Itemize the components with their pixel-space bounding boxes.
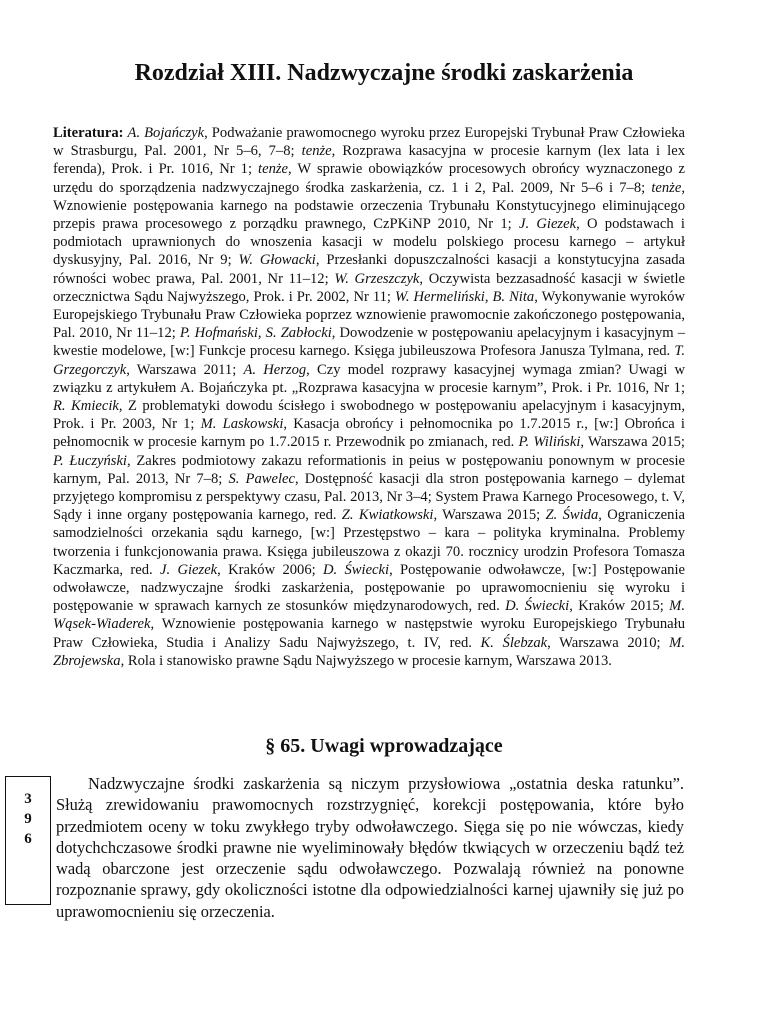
reference-text: , Z problematyki dowodu ścisłego i swobodnego w postępowaniu apelacyjnym i kasacyjnym, Prok. i Pr. 2003, Nr 1;	[53, 398, 686, 433]
margin-number-box	[5, 776, 51, 905]
reference-text: , Kraków 2006;	[217, 561, 323, 578]
margin-digit: 3	[24, 791, 32, 807]
author-name: P. Hofmański	[179, 325, 258, 342]
author-name: D. Świecki	[323, 561, 390, 578]
reference-text: , Warszawa 2010;	[547, 634, 670, 651]
author-name: W. Głowacki	[238, 252, 316, 269]
author-name: M. Wąsek-Wiaderek	[53, 598, 685, 633]
reference-text: , Kasacja obrońcy i pełnomocnika po 1.7.2015 r., [w:] Obrońca i pełnomocnik w procesie karnym po 1.7.2015 r. Przewodnik po zmianach, red.	[53, 416, 685, 451]
reference-text: , W sprawie obowiązków procesowych obrońcy wyznaczonego z urzędu do sporządzenia nadzwyczajnego środka zaskarżenia, cz. 1 i 2, Pal. 2009, Nr 5–6 i 7–8;	[53, 161, 685, 196]
reference-text: , Kraków 2015;	[569, 598, 670, 615]
author-name: J. Giezek	[160, 561, 218, 578]
literature-references	[53, 125, 685, 669]
author-name: S. Zabłocki	[265, 325, 332, 342]
reference-text: , Dostępność kasacji dla stron postępowania karnego – dylemat przyjętego kompromisu z perspektywy czasu, Pal. 2013, Nr 3–4; System Prawa Karnego Procesowego, t. V, Sądy i inne organy postępowania karnego, red.	[53, 470, 685, 524]
author-name: tenże	[301, 143, 332, 160]
reference-text: , Wznowienie postępowania karnego na podstawie orzeczenia Trybunału Konstytucyjnego eliminującego przepis prawa procesowego z porządku prawnego, CzPKiNP 2010, Nr 1;	[53, 179, 685, 233]
author-name: K. Ślebzak	[480, 634, 548, 651]
author-name: S. Pawelec	[228, 470, 295, 487]
author-name: A. Herzog	[243, 361, 307, 378]
reference-text: , Wznowienie postępowania karnego w następstwie wyroku Europejskiego Trybunału Praw Człowieka, Studia i Analizy Sadu Najwyższego, t. IV, red.	[53, 616, 685, 651]
chapter-title: Rozdział XIII. Nadzwyczajne środki zaskarżenia	[134, 60, 634, 86]
reference-text: , Zakres podmiotowy zakazu reformationis in peius w postępowaniu ponownym w procesie karnym, Pal. 2013, Nr 7–8;	[53, 452, 685, 487]
author-name: B. Nita	[492, 288, 535, 305]
author-name: A. Bojańczyk	[127, 125, 205, 141]
reference-text: , Podważanie prawomocnego wyroku przez Europejski Trybunał Praw Człowieka w Strasburgu, Pal. 2001, Nr 5–6, 7–8;	[53, 125, 685, 160]
reference-text: , O podstawach i podmiotach uprawnionych do wnoszenia kasacji w modelu polskiego procesu karnego – artykuł dyskusyjny, Pal. 2016, Nr 9;	[53, 216, 685, 269]
author-name: T. Grzegorczyk	[53, 343, 685, 378]
reference-text: , Warszawa 2015;	[580, 434, 685, 451]
reference-text: , Wykonywanie wyroków Europejskiego Trybunału Praw Człowieka poprzez wznowienie prawomocnie zakończonego postępowania, Pal. 2010, Nr 11–12;	[53, 288, 685, 342]
reference-text: , Ograniczenia samodzielności orzekania sądu karnego, [w:] Przestępstwo – kara – polityka kryminalna. Problemy tworzenia i funkcjonowania prawa. Księga jubileuszowa z okazji 70. rocznicy urodzin Profesora Tomasza Kaczmarka, red.	[53, 507, 685, 578]
author-name: M. Laskowski	[200, 416, 284, 433]
reference-text: ,	[484, 288, 493, 305]
literature-paragraph	[53, 124, 685, 670]
body-paragraph: Nadzwyczajne środki zaskarżenia są niczym przysłowiowa „ostatnia deska ratunku”. Służą zrewidowaniu prawomocnych rozstrzygnięć, korekcji postępowania, które było przedmiotem oceny w toku zwykłego tryby odwoławczego. Sięga się po nie wówczas, kiedy dotychchczasowe środki prawne nie wyeliminowały błędów tkwiących w orzeczeniu bądź też wadą obarczone jest orzeczenie sądu odwoławczego. Pozwalają również na ponowne rozpoznanie sprawy, gdy okoliczności istotne dla odpowiedzialności karnej ujawniły się już po uprawomocnieniu się orzeczenia.	[56, 774, 684, 921]
literature-label: Literatura:	[53, 125, 124, 141]
author-name: Z. Kwiatkowski	[341, 507, 434, 524]
author-name: P. Łuczyński	[53, 452, 127, 469]
reference-text: , Warszawa 2011;	[126, 361, 244, 378]
margin-digit: 6	[24, 831, 32, 847]
author-name: R. Kmiecik	[53, 398, 119, 415]
reference-text: , Rozprawa kasacyjna w procesie karnym (lex lata i lex ferenda), Prok. i Pr. 1016, Nr 1;	[53, 143, 685, 178]
reference-text: , Przesłanki dopuszczalności kasacji a konstytucyjna zasada równości wobec prawa, Pal. 2001, Nr 11–12;	[53, 252, 685, 287]
reference-text: , Rola i stanowisko prawne Sądu Najwyższego w procesie karnym, Warszawa 2013.	[120, 652, 612, 669]
author-name: W. Grzeszczyk	[334, 270, 420, 287]
author-name: J. Giezek	[518, 216, 577, 233]
author-name: tenże	[258, 161, 289, 178]
author-name: M. Zbrojewska	[53, 634, 685, 669]
reference-text: , Oczywista bezzasadność kasacji w świetle orzecznictwa Sądu Najwyższego, Prok. i Pr. 2002, Nr 11;	[53, 270, 685, 305]
section-title: § 65. Uwagi wprowadzające	[265, 735, 503, 757]
margin-number	[6, 789, 50, 849]
author-name: P. Wiliński	[518, 434, 581, 451]
reference-text: , Dowodzenie w postępowaniu apelacyjnym i kasacyjnym – kwestie modelowe, [w:] Funkcje procesu karnego. Księga jubileuszowa Profesora Janusza Tylmana, red.	[53, 325, 686, 360]
author-name: D. Świecki	[505, 598, 570, 615]
author-name: W. Hermeliński	[395, 288, 485, 305]
margin-digit: 9	[24, 811, 32, 827]
reference-text: , Postępowanie odwoławcze, [w:] Postępowanie odwoławcze, nadzwyczajne środki zaskarżenia, postępowanie po uprawomocnieniu się wyroku i postępowanie w sprawach karnych ze stosunków międzynarodowych, red.	[53, 561, 685, 615]
author-name: tenże	[651, 179, 682, 196]
reference-text: , Warszawa 2015;	[433, 507, 546, 524]
author-name: Z. Świda	[545, 507, 599, 524]
reference-text: ,	[257, 325, 266, 342]
reference-text: , Czy model rozprawy kasacyjnej wymaga zmian? Uwagi w związku z artykułem A. Bojańczyka pt. „Rozprawa kasacyjna w procesie karnym”, Prok. i Pr. 1016, Nr 1;	[53, 361, 685, 396]
